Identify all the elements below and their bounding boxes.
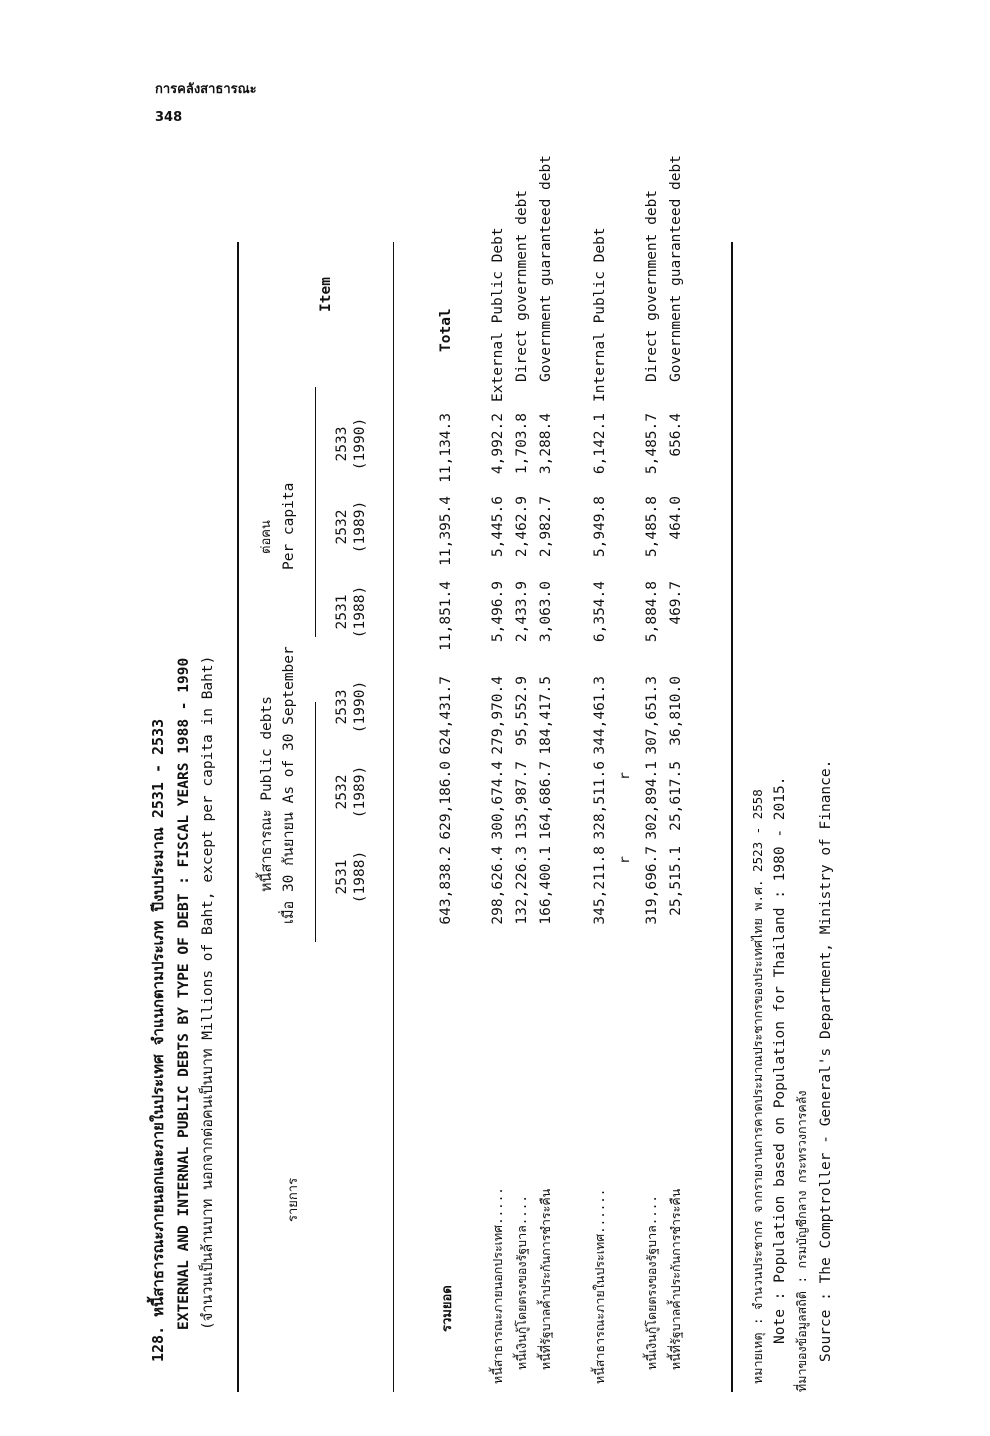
table-cell: 5,949.8 xyxy=(592,496,608,558)
table-cell: 3,063.0 xyxy=(538,581,554,643)
row-label-en: Internal Public Debt xyxy=(592,227,608,402)
item-header-en: Item xyxy=(318,277,334,312)
public-debts-group-rule xyxy=(315,702,316,942)
row-label-en: Direct government debt xyxy=(514,189,530,382)
item-header-th: รายการ xyxy=(286,1177,301,1222)
table-cell: 11,134.3 xyxy=(438,413,454,483)
row-label-th: หนี้สาธารณะภายนอกประเทศ..... xyxy=(490,1187,505,1384)
table-cell: 629,186.0 xyxy=(438,761,454,840)
table-cell: 11,395.4 xyxy=(438,496,454,566)
row-label-th: หนี้สาธารณะภายในประเทศ...... xyxy=(592,1188,607,1384)
table-cell: 5,445.6 xyxy=(490,496,506,558)
table-cell: 624,431.7 xyxy=(438,676,454,755)
table-bottom-rule xyxy=(731,242,733,1392)
year-header: 2532 (1989) xyxy=(334,500,368,554)
note-th: หมายเหตุ : จำนวนประชากร จากรายงานการคาดประมาณประชากรของประเทศไทย พ.ศ. 2523 - 2558 xyxy=(750,789,765,1384)
table-cell: 135,987.7 xyxy=(514,761,530,840)
per-capita-heading-en: Per capita xyxy=(281,482,297,570)
row-label-en: Total xyxy=(438,308,454,352)
table-units: (จำนวนเป็นล้านบาท นอกจากต่อคนเป็นบาท Millions of Baht, except per capita in Baht) xyxy=(200,655,216,1330)
source-en: Source : The Comptroller - General's Department, Ministry of Finance. xyxy=(818,759,834,1362)
table-cell: 4,992.2 xyxy=(490,413,506,475)
table-cell: 279,970.4 xyxy=(490,676,506,755)
table-cell: 302,894.1 xyxy=(644,761,660,840)
year-header: 2532 (1989) xyxy=(334,765,368,819)
per-capita-heading-th: ต่อคน xyxy=(259,520,274,554)
table-cell: 2,462.9 xyxy=(514,496,530,558)
row-label-th: หนี้เงินกู้โดยตรงของรัฐบาล.... xyxy=(514,1195,529,1370)
table-cell: 5,884.8 xyxy=(644,581,660,643)
note-en: Note : Population based on Population for Thailand : 1980 - 2015. xyxy=(772,776,788,1344)
table-cell: 345,211.8 xyxy=(592,846,608,925)
table-cell: 464.0 xyxy=(668,496,684,540)
page-number: 348 xyxy=(155,110,183,125)
table-cell: 643,838.2 xyxy=(438,846,454,925)
table-cell: 307,651.3 xyxy=(644,676,660,755)
table-cell: 25,515.1 xyxy=(668,846,684,916)
row-label-th: หนี้ที่รัฐบาลค้ำประกันการชำระคืน xyxy=(668,1188,683,1370)
table-cell: 5,496.9 xyxy=(490,581,506,643)
table-cell: 6,142.1 xyxy=(592,413,608,475)
row-label-th: หนี้เงินกู้โดยตรงของรัฐบาล.... xyxy=(644,1195,659,1370)
table-cell: 5,485.8 xyxy=(644,496,660,558)
table-cell: 469.7 xyxy=(668,581,684,625)
rotated-table-page xyxy=(145,92,834,1392)
row-label-en: Direct government debt xyxy=(644,189,660,382)
table-cell: 298,626.4 xyxy=(490,846,506,925)
year-header: 2531 (1988) xyxy=(334,585,368,639)
public-debts-subheading: เมื่อ 30 กันยายน As of 30 September xyxy=(281,646,297,924)
table-cell: 2,982.7 xyxy=(538,496,554,558)
table-top-rule xyxy=(237,242,239,1392)
table-cell: 132,226.3 xyxy=(514,846,530,925)
table-cell: 184,417.5 xyxy=(538,676,554,755)
table-cell: 36,810.0 xyxy=(668,676,684,746)
table-cell: 328,511.6 xyxy=(592,761,608,840)
header-bottom-rule xyxy=(393,242,394,1392)
table-cell: 656.4 xyxy=(668,413,684,457)
table-cell: 11,851.4 xyxy=(438,581,454,651)
row-label-th: หนี้ที่รัฐบาลค้ำประกันการชำระคืน xyxy=(538,1188,553,1370)
revised-mark: r xyxy=(618,772,633,780)
table-cell: 25,617.5 xyxy=(668,761,684,831)
year-header: 2533 (1990) xyxy=(334,680,368,734)
row-label-th: รวมยอด xyxy=(440,1285,455,1332)
source-th: ที่มาของข้อมูลสถิติ : กรมบัญชีกลาง กระทรวงการคลัง xyxy=(794,1090,809,1392)
per-capita-group-rule xyxy=(315,387,316,637)
table-cell: 1,703.8 xyxy=(514,413,530,475)
year-header: 2533 (1990) xyxy=(334,417,368,471)
table-cell: 344,461.3 xyxy=(592,676,608,755)
row-label-en: Government guaranteed debt xyxy=(538,155,554,382)
table-cell: 319,696.7 xyxy=(644,846,660,925)
table-cell: 5,485.7 xyxy=(644,413,660,475)
section-header: การคลังสาธารณะ xyxy=(155,82,257,97)
table-title-th: 128. หนี้สาธารณะภายนอกและภายในประเทศ จำแนกตามประเภท ปีงบประมาณ 2531 - 2533 xyxy=(149,718,167,1362)
table-cell: 95,552.9 xyxy=(514,676,530,746)
table-cell: 6,354.4 xyxy=(592,581,608,643)
table-cell: 3,288.4 xyxy=(538,413,554,475)
row-label-en: External Public Debt xyxy=(490,227,506,402)
public-debts-heading: หนี้สาธารณะ Public debts xyxy=(259,696,275,892)
table-cell: 164,686.7 xyxy=(538,761,554,840)
year-header: 2531 (1988) xyxy=(334,850,368,904)
table-title-en: EXTERNAL AND INTERNAL PUBLIC DEBTS BY TYPE OF DEBT : FISCAL YEARS 1988 - 1990 xyxy=(176,657,192,1330)
table-cell: 166,400.1 xyxy=(538,846,554,925)
table-cell: 300,674.4 xyxy=(490,761,506,840)
revised-mark: r xyxy=(618,856,633,864)
table-cell: 2,433.9 xyxy=(514,581,530,643)
row-label-en: Government guaranteed debt xyxy=(668,155,684,382)
